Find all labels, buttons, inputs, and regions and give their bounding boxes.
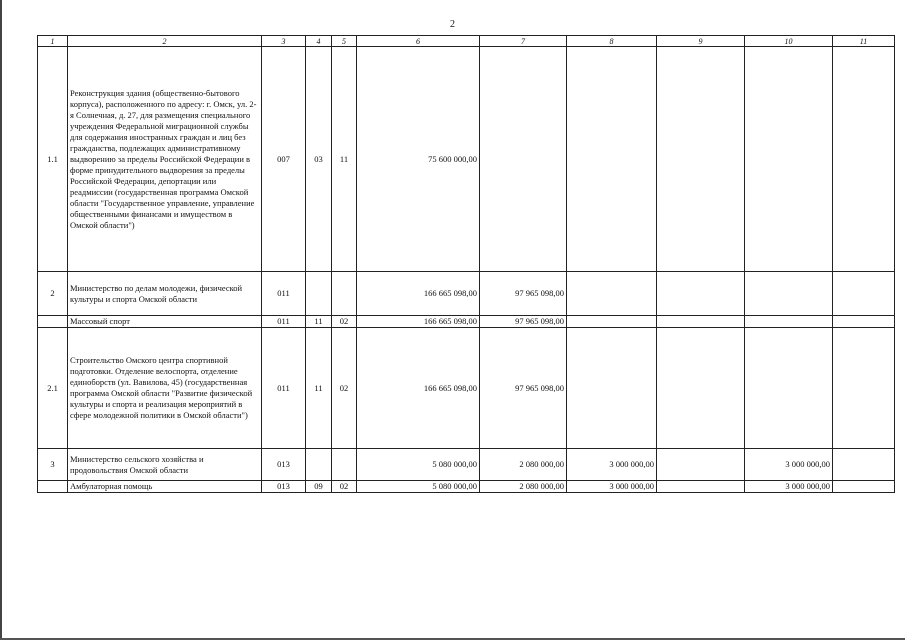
row-name: Министерство по делам молодежи, физической культуры и спорта Омской области bbox=[68, 272, 262, 316]
amount-cell: 3 000 000,00 bbox=[567, 481, 657, 493]
code-cell: 013 bbox=[262, 449, 306, 481]
section-cell: 11 bbox=[306, 316, 332, 328]
amount-cell: 5 080 000,00 bbox=[357, 481, 480, 493]
amount-cell bbox=[657, 272, 745, 316]
subsection-cell: 02 bbox=[332, 481, 357, 493]
code-cell: 011 bbox=[262, 272, 306, 316]
code-cell: 007 bbox=[262, 47, 306, 272]
header-cell: 1 bbox=[38, 36, 68, 47]
amount-cell bbox=[745, 47, 833, 272]
table-row bbox=[38, 481, 895, 493]
section-cell: 03 bbox=[306, 47, 332, 272]
amount-cell: 166 665 098,00 bbox=[357, 316, 480, 328]
page-edge-left bbox=[0, 0, 2, 640]
amount-cell: 2 080 000,00 bbox=[480, 481, 567, 493]
amount-cell bbox=[567, 47, 657, 272]
row-number: 2 bbox=[38, 272, 68, 316]
header-cell: 6 bbox=[357, 36, 480, 47]
amount-cell bbox=[833, 47, 895, 272]
header-cell: 11 bbox=[833, 36, 895, 47]
amount-cell: 97 965 098,00 bbox=[480, 272, 567, 316]
amount-cell: 75 600 000,00 bbox=[357, 47, 480, 272]
header-cell: 7 bbox=[480, 36, 567, 47]
amount-cell bbox=[833, 328, 895, 449]
code-cell: 013 bbox=[262, 481, 306, 493]
amount-cell: 3 000 000,00 bbox=[745, 449, 833, 481]
amount-cell bbox=[833, 481, 895, 493]
amount-cell bbox=[567, 316, 657, 328]
amount-cell bbox=[833, 272, 895, 316]
row-name: Министерство сельского хозяйства и продовольствия Омской области bbox=[68, 449, 262, 481]
row-name: Амбулаторная помощь bbox=[68, 481, 262, 493]
header-cell: 5 bbox=[332, 36, 357, 47]
amount-cell bbox=[480, 47, 567, 272]
budget-table bbox=[37, 35, 895, 493]
subsection-cell bbox=[332, 272, 357, 316]
amount-cell: 3 000 000,00 bbox=[745, 481, 833, 493]
amount-cell: 97 965 098,00 bbox=[480, 316, 567, 328]
header-cell: 10 bbox=[745, 36, 833, 47]
header-cell: 8 bbox=[567, 36, 657, 47]
section-cell bbox=[306, 449, 332, 481]
amount-cell bbox=[657, 449, 745, 481]
amount-cell bbox=[745, 316, 833, 328]
amount-cell: 166 665 098,00 bbox=[357, 328, 480, 449]
header-cell: 4 bbox=[306, 36, 332, 47]
subsection-cell: 02 bbox=[332, 316, 357, 328]
section-cell: 11 bbox=[306, 328, 332, 449]
row-number: 3 bbox=[38, 449, 68, 481]
amount-cell bbox=[657, 316, 745, 328]
page-number: 2 bbox=[450, 19, 455, 30]
amount-cell: 5 080 000,00 bbox=[357, 449, 480, 481]
header-cell: 3 bbox=[262, 36, 306, 47]
amount-cell bbox=[833, 449, 895, 481]
subsection-cell bbox=[332, 449, 357, 481]
table-row bbox=[38, 316, 895, 328]
section-cell: 09 bbox=[306, 481, 332, 493]
amount-cell bbox=[567, 328, 657, 449]
header-row bbox=[38, 36, 895, 47]
row-number bbox=[38, 316, 68, 328]
amount-cell: 166 665 098,00 bbox=[357, 272, 480, 316]
row-number bbox=[38, 481, 68, 493]
table-row bbox=[38, 47, 895, 272]
amount-cell bbox=[567, 272, 657, 316]
row-name: Строительство Омского центра спортивной подготовки. Отделение велоспорта, отделение единоборств (ул. Вавилова, 45) (государственная программа Омской области "Развитие физической культуры и спорта и реализация мероприятий в сфере молодежной политики в Омской области") bbox=[68, 328, 262, 449]
table-row bbox=[38, 328, 895, 449]
subsection-cell: 02 bbox=[332, 328, 357, 449]
amount-cell: 3 000 000,00 bbox=[567, 449, 657, 481]
amount-cell bbox=[833, 316, 895, 328]
table-row bbox=[38, 449, 895, 481]
row-number: 2.1 bbox=[38, 328, 68, 449]
row-number: 1.1 bbox=[38, 47, 68, 272]
amount-cell bbox=[745, 272, 833, 316]
amount-cell bbox=[657, 481, 745, 493]
header-cell: 2 bbox=[68, 36, 262, 47]
amount-cell bbox=[745, 328, 833, 449]
row-name: Массовый спорт bbox=[68, 316, 262, 328]
subsection-cell: 11 bbox=[332, 47, 357, 272]
amount-cell: 97 965 098,00 bbox=[480, 328, 567, 449]
table-row bbox=[38, 272, 895, 316]
amount-cell: 2 080 000,00 bbox=[480, 449, 567, 481]
section-cell bbox=[306, 272, 332, 316]
header-cell: 9 bbox=[657, 36, 745, 47]
code-cell: 011 bbox=[262, 328, 306, 449]
amount-cell bbox=[657, 47, 745, 272]
code-cell: 011 bbox=[262, 316, 306, 328]
row-name: Реконструкция здания (общественно-бытового корпуса), расположенного по адресу: г. Омск, ул. 2-я Солнечная, д. 27, для размещения специального учреждения Федеральной миграционной службы для содержания иностранных граждан и лиц без гражданства, подлежащих административному выдворению за пределы Российской Федерации в форме принудительного выдворения за пределы Российской Федерации, депортации или реадмиссии (государственная программа Омской области "Государственное управление, управление общественными финансами и имуществом в Омской области") bbox=[68, 47, 262, 272]
amount-cell bbox=[657, 328, 745, 449]
